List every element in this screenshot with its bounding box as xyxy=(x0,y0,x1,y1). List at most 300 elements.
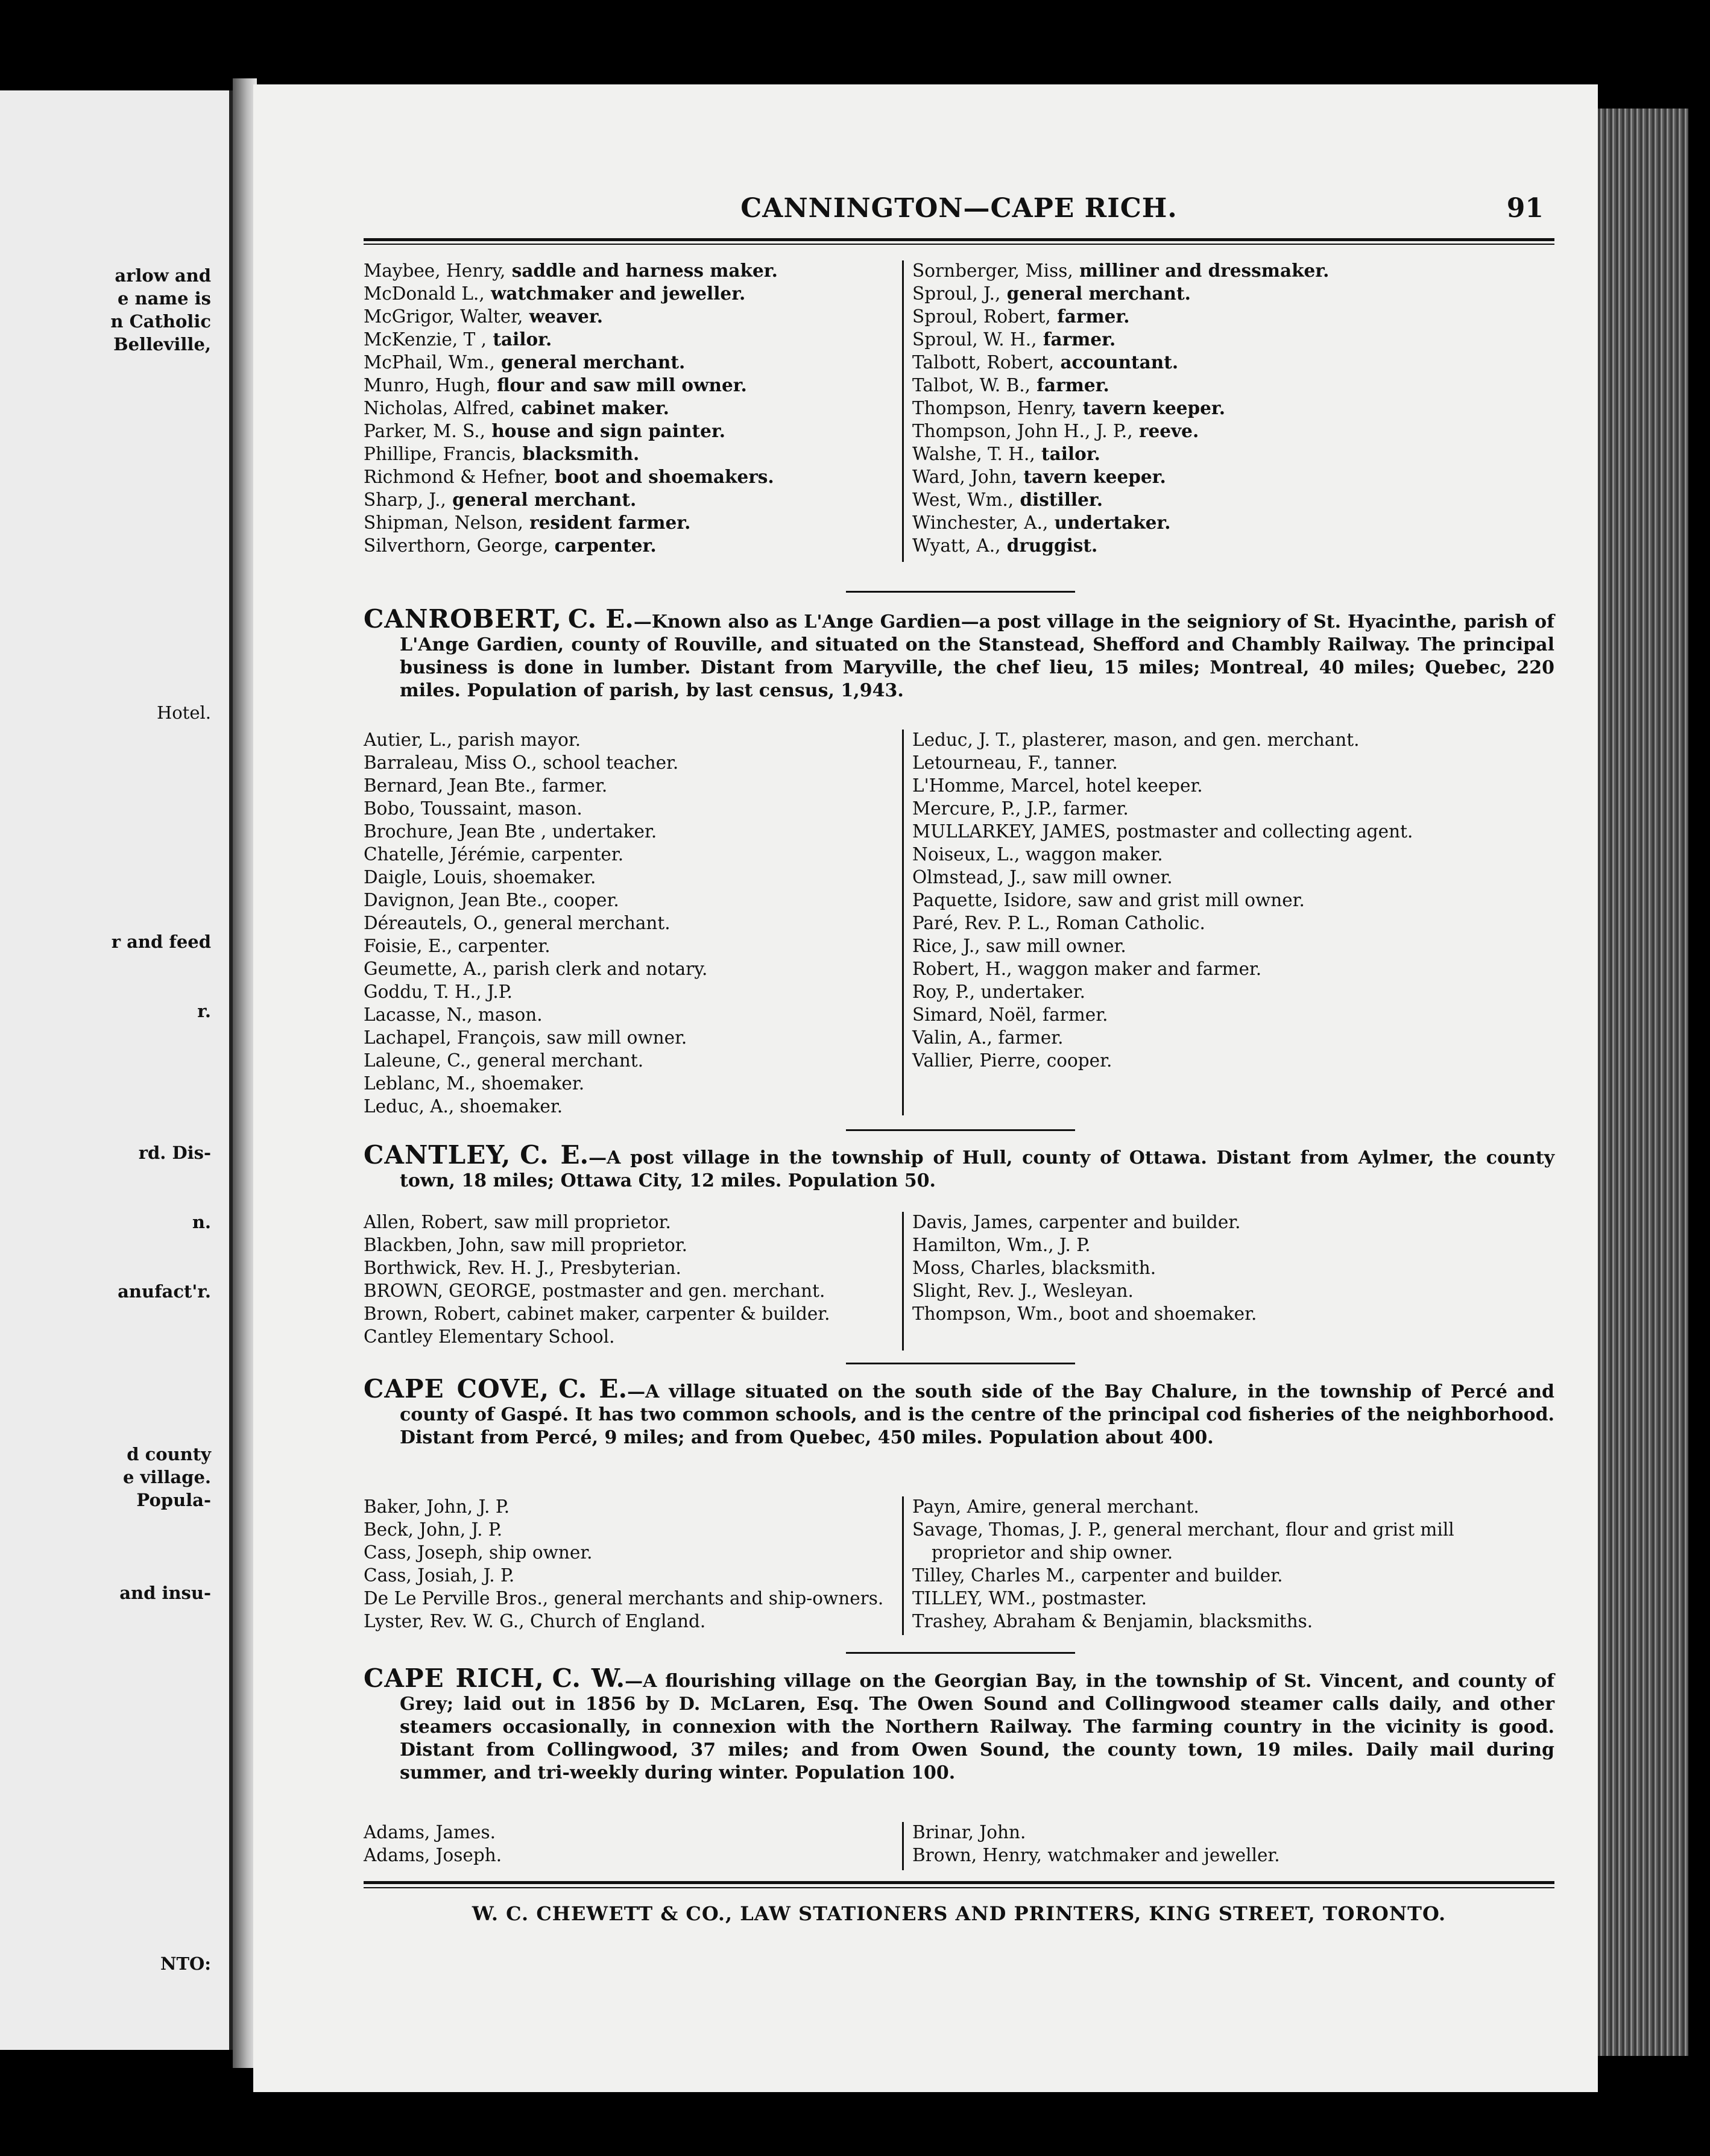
entry-occupation: postmaster. xyxy=(1036,1588,1147,1609)
entry-occupation: shoemaker. xyxy=(487,867,596,887)
entry-name: Shipman, Nelson, xyxy=(364,512,523,533)
directory-entry xyxy=(364,1302,894,1325)
facing-page-fragment: r and feed xyxy=(111,931,211,952)
entry-occupation: house and sign painter. xyxy=(485,420,726,441)
entry-occupation: cabinet maker. xyxy=(514,397,669,418)
entry-occupation: resident farmer. xyxy=(523,512,691,533)
directory-entry xyxy=(912,1256,1551,1279)
entry-occupation: Roman Catholic. xyxy=(1050,913,1205,933)
directory-entry xyxy=(364,1564,894,1587)
entry-name: Munro, Hugh, xyxy=(364,375,491,396)
entry-occupation: parish mayor. xyxy=(452,730,581,750)
entry-occupation: milliner and dressmaker. xyxy=(1073,260,1330,281)
entry-occupation: watchmaker and jeweller. xyxy=(484,283,746,304)
entry-occupation: tailor. xyxy=(1035,443,1100,464)
entry-name: Brown, Robert, xyxy=(364,1303,502,1324)
entry-occupation: tavern keeper. xyxy=(1076,397,1226,418)
directory-entry xyxy=(912,1518,1551,1564)
entry-name: Lyster, Rev. W. G., xyxy=(364,1611,525,1631)
directory-entry xyxy=(364,1821,894,1844)
entry-occupation: shoemaker. xyxy=(476,1073,585,1094)
entry-occupation: postmaster and collecting agent. xyxy=(1111,821,1413,842)
entry-name: Wyatt, A., xyxy=(912,535,1001,556)
entry-occupation: hotel keeper. xyxy=(1080,775,1203,796)
entry-name: Allen, Robert, xyxy=(364,1212,489,1232)
cape-cove-description xyxy=(364,1374,1554,1449)
place-description: —A flourishing village on the Georgian Bay, in the township of St. Vincent, and county of Grey; laid out in 1856 by D. McLaren, Esq. The Owen Sound and Collingwood steamer calls daily, and other steamers occasionally, in connexion with the Northern Railway. The farming country in the vicinity is good. Distant from Collingwood, 37 miles; and from Owen Sound, the county town, 19 miles. Daily mail during summer, and tri-weekly during winter. Population 100. xyxy=(400,1671,1554,1783)
entry-name: TILLEY, WM., xyxy=(912,1588,1036,1609)
directory-entry xyxy=(912,797,1551,820)
directory-entry xyxy=(912,328,1551,351)
directory-entry xyxy=(912,751,1551,774)
entry-name: Noiseux, L., xyxy=(912,844,1020,865)
entry-occupation: watchmaker and jeweller. xyxy=(1041,1845,1280,1865)
province: C. E. xyxy=(567,604,634,634)
place-name: CAPE RICH, xyxy=(364,1663,544,1693)
facing-page-fragment: n. xyxy=(192,1212,211,1232)
entry-occupation: saw mill owner. xyxy=(980,936,1126,956)
entry-occupation: blacksmith. xyxy=(516,443,640,464)
directory-entry xyxy=(364,397,894,420)
entry-name: Lachapel, François, xyxy=(364,1027,541,1048)
directory-entry xyxy=(912,1211,1551,1234)
entry-name: Moss, Charles, xyxy=(912,1258,1046,1278)
entry-occupation: saw mill owner. xyxy=(541,1027,687,1048)
entry-occupation: J. P. xyxy=(478,1565,515,1586)
directory-entry xyxy=(364,957,894,980)
column-divider xyxy=(902,1822,904,1870)
entry-name: Paré, Rev. P. L., xyxy=(912,913,1050,933)
directory-entry xyxy=(364,465,894,488)
entry-name: Cass, Josiah, xyxy=(364,1565,478,1586)
directory-entry xyxy=(364,282,894,305)
entry-occupation: carpenter. xyxy=(525,844,624,865)
entry-occupation: mason. xyxy=(472,1004,543,1025)
listing-column-left xyxy=(364,259,894,557)
entry-name: Davignon, Jean Bte., xyxy=(364,890,548,910)
province: C. E. xyxy=(558,1374,628,1404)
directory-entry xyxy=(364,935,894,957)
entry-occupation: J. P. xyxy=(1053,1235,1091,1255)
directory-entry xyxy=(912,465,1551,488)
entry-occupation: blacksmiths. xyxy=(1193,1611,1313,1631)
entry-name: De Le Perville Bros., xyxy=(364,1588,549,1609)
listing-column-right xyxy=(912,259,1551,557)
directory-entry xyxy=(364,259,894,282)
entry-name: Valin, A., xyxy=(912,1027,992,1048)
directory-entry xyxy=(912,488,1551,511)
cantley-description xyxy=(364,1140,1554,1193)
directory-entry xyxy=(912,1564,1551,1587)
entry-name: Autier, L., xyxy=(364,730,453,750)
section-separator xyxy=(846,1652,1075,1654)
directory-entry xyxy=(364,1256,894,1279)
page-edges xyxy=(1598,109,1688,2056)
directory-entry xyxy=(912,443,1551,465)
entry-occupation: farmer. xyxy=(536,775,608,796)
directory-entry xyxy=(364,728,894,751)
header-rule-thin xyxy=(364,244,1554,245)
directory-entry xyxy=(912,935,1551,957)
directory-entry xyxy=(364,1072,894,1095)
directory-entry xyxy=(364,1587,894,1610)
facing-page-fragment: n Catholic xyxy=(110,311,211,332)
entry-occupation: general merchant. xyxy=(1027,1496,1199,1517)
entry-name: Winchester, A., xyxy=(912,512,1049,533)
directory-entry xyxy=(912,1495,1551,1518)
entry-name: Silverthorn, George, xyxy=(364,535,549,556)
entry-name: Brown, Henry, xyxy=(912,1845,1042,1865)
entry-name: Olmstead, J., xyxy=(912,867,1027,887)
entry-name: Parker, M. S., xyxy=(364,421,486,441)
entry-name: Beck, John, xyxy=(364,1519,466,1540)
entry-name: L'Homme, Marcel, xyxy=(912,775,1081,796)
entry-name: Adams, James. xyxy=(364,1822,496,1842)
entry-name: Maybee, Henry, xyxy=(364,260,506,281)
directory-entry xyxy=(364,1518,894,1541)
place-name: CAPE COVE, xyxy=(364,1374,550,1404)
entry-occupation: tanner. xyxy=(1049,752,1118,773)
entry-name: Thompson, Henry, xyxy=(912,398,1077,418)
entry-name: Sproul, W. H., xyxy=(912,329,1037,350)
entry-occupation: druggist. xyxy=(1000,535,1098,556)
directory-entry xyxy=(912,1587,1551,1610)
entry-occupation: saw mill owner. xyxy=(1026,867,1173,887)
place-description: —A post village in the township of Hull, county of Ottawa. Distant from Aylmer, the county town, 18 miles; Ottawa City, 12 miles. Population 50. xyxy=(400,1147,1554,1191)
directory-entry xyxy=(364,534,894,557)
directory-entry xyxy=(912,1279,1551,1302)
directory-entry xyxy=(364,843,894,866)
directory-entry xyxy=(912,1821,1551,1844)
entry-occupation: saddle and harness maker. xyxy=(505,260,778,281)
province: C. E. xyxy=(520,1140,589,1170)
entry-occupation: J. P. xyxy=(465,1519,503,1540)
entry-name: Ward, John, xyxy=(912,467,1018,487)
entry-occupation: carpenter and builder. xyxy=(1033,1212,1241,1232)
directory-entry xyxy=(912,866,1551,889)
directory-entry xyxy=(364,774,894,797)
entry-name: McPhail, Wm., xyxy=(364,352,495,373)
listing-column-right xyxy=(912,1821,1551,1867)
entry-occupation: saw and grist mill owner. xyxy=(1072,890,1305,910)
entry-occupation: general merchant. xyxy=(471,1050,644,1071)
place-description: —A village situated on the south side of the Bay Chalure, in the township of Percé and county of Gaspé. It has two common schools, and is the centre of the principal cod fisheries of the neighborhood. Distant from Percé, 9 miles; and from Quebec, 450 miles. Population about 400. xyxy=(400,1381,1554,1448)
directory-entry xyxy=(912,1234,1551,1256)
facing-page-fragment: Popula- xyxy=(136,1490,211,1510)
footer-rule xyxy=(364,1881,1554,1884)
entry-name: Vallier, Pierre, xyxy=(912,1050,1041,1071)
entry-name: Tilley, Charles M., xyxy=(912,1565,1076,1586)
entry-occupation: Church of England. xyxy=(524,1611,706,1631)
directory-entry xyxy=(912,305,1551,328)
directory-entry xyxy=(364,488,894,511)
column-divider xyxy=(902,1496,904,1635)
directory-entry xyxy=(912,843,1551,866)
entry-occupation: flour and saw mill owner. xyxy=(490,374,747,396)
directory-entry xyxy=(364,889,894,912)
directory-entry xyxy=(364,420,894,443)
directory-entry xyxy=(364,374,894,397)
entry-name: Bernard, Jean Bte., xyxy=(364,775,537,796)
directory-entry xyxy=(364,1279,894,1302)
entry-occupation: general merchant. xyxy=(446,489,637,510)
directory-entry xyxy=(364,820,894,843)
directory-entry xyxy=(364,751,894,774)
directory-entry xyxy=(912,374,1551,397)
entry-name: Talbott, Robert, xyxy=(912,352,1055,373)
directory-entry xyxy=(912,774,1551,797)
entry-occupation: accountant. xyxy=(1054,351,1179,373)
directory-entry xyxy=(364,912,894,935)
section-separator xyxy=(846,1363,1075,1364)
entry-name: Sornberger, Miss, xyxy=(912,260,1073,281)
entry-name: Robert, H., xyxy=(912,959,1012,979)
place-description: —Known also as L'Ange Gardien—a post village in the seigniory of St. Hyacinthe, parish of L'Ange Gardien, county of Rouville, and situated on the Stanstead, Shefford and Chambly Railway. The principal business is done in lumber. Distant from Maryville, the chef lieu, 15 miles; Montreal, 40 miles; Quebec, 220 miles. Population of parish, by last census, 1,943. xyxy=(400,611,1554,701)
printer-imprint: W. C. CHEWETT & CO., LAW STATIONERS AND PRINTERS, KING STREET, TORONTO. xyxy=(472,1902,1447,1925)
listing-column-left xyxy=(364,1821,894,1867)
entry-occupation: cabinet maker, carpenter & builder. xyxy=(501,1303,830,1324)
entry-name: MULLARKEY, JAMES, xyxy=(912,821,1111,842)
directory-entry xyxy=(912,1844,1551,1867)
directory-entry xyxy=(912,1610,1551,1633)
listing-column-right xyxy=(912,728,1551,1072)
entry-name: Leduc, A., xyxy=(364,1096,455,1117)
entry-name: Savage, Thomas, J. P., xyxy=(912,1519,1108,1540)
entry-name: Rice, J., xyxy=(912,936,980,956)
page-number: 91 xyxy=(1506,193,1544,224)
canrobert-description xyxy=(364,604,1554,702)
entry-occupation: parish clerk and notary. xyxy=(487,959,708,979)
entry-occupation: undertaker. xyxy=(975,982,1085,1002)
directory-page xyxy=(253,84,1598,2092)
entry-name: Chatelle, Jérémie, xyxy=(364,844,526,865)
province: C. W. xyxy=(552,1663,625,1693)
cape-rich-description xyxy=(364,1663,1554,1785)
facing-page-fragment: NTO: xyxy=(160,1953,211,1974)
entry-name: Richmond & Hefner, xyxy=(364,467,549,487)
directory-entry xyxy=(364,351,894,374)
entry-name: Mercure, P., J.P., xyxy=(912,798,1058,819)
column-divider xyxy=(902,1212,904,1351)
entry-occupation: Wesleyan. xyxy=(1037,1281,1134,1301)
entry-name: Goddu, T. H., xyxy=(364,982,482,1002)
directory-entry xyxy=(364,305,894,328)
entry-name: Phillipe, Francis, xyxy=(364,444,517,464)
listing-column-left xyxy=(364,728,894,1118)
header-rule xyxy=(364,238,1554,241)
entry-name: McGrigor, Walter, xyxy=(364,306,523,327)
directory-entry xyxy=(912,351,1551,374)
entry-occupation: blacksmith. xyxy=(1046,1258,1156,1278)
directory-entry xyxy=(364,1610,894,1633)
facing-page-fragment: and insu- xyxy=(119,1583,211,1603)
directory-entry xyxy=(364,1844,894,1867)
entry-occupation: farmer. xyxy=(1036,1004,1108,1025)
entry-occupation: shoemaker. xyxy=(454,1096,563,1117)
facing-page-fragment: Hotel. xyxy=(156,702,211,723)
entry-occupation: J.P. xyxy=(481,982,513,1002)
directory-entry xyxy=(364,1541,894,1564)
entry-name: Borthwick, Rev. H. J., xyxy=(364,1258,555,1278)
entry-name: West, Wm., xyxy=(912,490,1014,510)
directory-entry xyxy=(364,511,894,534)
entry-name: Geumette, A., xyxy=(364,959,488,979)
facing-page-fragment: rd. Dis- xyxy=(138,1143,211,1163)
section-separator xyxy=(846,591,1075,593)
entry-occupation: general merchant. xyxy=(1000,283,1191,304)
entry-name: McKenzie, T , xyxy=(364,329,487,350)
directory-entry xyxy=(364,328,894,351)
entry-name: Hamilton, Wm., xyxy=(912,1235,1054,1255)
directory-entry xyxy=(912,1026,1551,1049)
entry-occupation: J. P. xyxy=(473,1496,510,1517)
entry-occupation: mason. xyxy=(512,798,582,819)
entry-name: Brinar, John. xyxy=(912,1822,1026,1842)
listing-column-left xyxy=(364,1495,894,1633)
entry-name: Sharp, J., xyxy=(364,490,446,510)
directory-entry xyxy=(912,534,1551,557)
directory-entry xyxy=(364,797,894,820)
directory-entry xyxy=(364,1234,894,1256)
entry-occupation: reeve. xyxy=(1132,420,1199,441)
directory-entry xyxy=(912,1049,1551,1072)
entry-occupation: ship owner. xyxy=(483,1542,593,1563)
facing-page-fragment: d county xyxy=(127,1444,211,1464)
facing-page-fragment: r. xyxy=(197,1001,211,1021)
directory-entry xyxy=(364,980,894,1003)
section-separator xyxy=(846,1129,1075,1131)
entry-name: Talbot, W. B., xyxy=(912,375,1031,396)
entry-name: Brochure, Jean Bte , xyxy=(364,821,547,842)
directory-entry xyxy=(912,1302,1551,1325)
entry-occupation: general merchant. xyxy=(498,913,670,933)
running-header xyxy=(364,193,1554,241)
entry-name: Cantley Elementary School. xyxy=(364,1326,615,1347)
entry-occupation: Presbyterian. xyxy=(554,1258,681,1278)
entry-name: Nicholas, Alfred, xyxy=(364,398,515,418)
directory-entry xyxy=(912,980,1551,1003)
entry-occupation: general merchant, flour and grist mill proprietor and ship owner. xyxy=(932,1519,1454,1563)
directory-entry xyxy=(912,259,1551,282)
entry-name: Thompson, Wm., xyxy=(912,1303,1064,1324)
directory-entry xyxy=(912,1003,1551,1026)
directory-entry xyxy=(364,443,894,465)
entry-occupation: farmer. xyxy=(992,1027,1064,1048)
facing-page-fragment: e village. xyxy=(122,1467,211,1487)
entry-name: Slight, Rev. J., xyxy=(912,1281,1038,1301)
page-title: CANNINGTON—CAPE RICH. xyxy=(740,193,1178,224)
directory-entry xyxy=(912,889,1551,912)
entry-name: Daigle, Louis, xyxy=(364,867,488,887)
facing-page-fragment: arlow and xyxy=(115,265,211,286)
entry-occupation: undertaker. xyxy=(1048,512,1171,533)
entry-occupation: postmaster and gen. merchant. xyxy=(537,1281,825,1301)
entry-name: Baker, John, xyxy=(364,1496,473,1517)
entry-occupation: boot and shoemaker. xyxy=(1064,1303,1257,1324)
entry-occupation: farmer. xyxy=(1030,374,1109,396)
entry-name: Leduc, J. T., xyxy=(912,730,1017,750)
directory-entry xyxy=(912,957,1551,980)
entry-name: Barraleau, Miss O., xyxy=(364,752,537,773)
entry-occupation: tailor. xyxy=(487,329,552,350)
entry-occupation: general merchants and ship-owners. xyxy=(548,1588,884,1609)
entry-occupation: cooper. xyxy=(547,890,619,910)
directory-entry xyxy=(912,820,1551,843)
entry-occupation: farmer. xyxy=(1036,329,1116,350)
entry-occupation: school teacher. xyxy=(537,752,679,773)
entry-name: Lacasse, N., xyxy=(364,1004,473,1025)
entry-name: McDonald L., xyxy=(364,283,485,304)
entry-occupation: saw mill proprietor. xyxy=(488,1212,671,1232)
directory-entry xyxy=(912,511,1551,534)
entry-name: Walshe, T. H., xyxy=(912,444,1035,464)
directory-entry xyxy=(912,728,1551,751)
directory-entry xyxy=(364,1495,894,1518)
listing-column-right xyxy=(912,1211,1551,1325)
entry-name: Davis, James, xyxy=(912,1212,1033,1232)
entry-occupation: weaver. xyxy=(523,306,603,327)
directory-entry xyxy=(912,420,1551,443)
facing-page-fragment: e name is xyxy=(118,288,211,309)
entry-occupation: plasterer, mason, and gen. merchant. xyxy=(1016,730,1360,750)
entry-occupation: waggon maker. xyxy=(1020,844,1163,865)
directory-entry xyxy=(364,1095,894,1118)
entry-occupation: farmer. xyxy=(1050,306,1130,327)
entry-name: Déreautels, O., xyxy=(364,913,499,933)
entry-name: Foisie, E., xyxy=(364,936,453,956)
entry-occupation: tavern keeper. xyxy=(1017,466,1166,487)
entry-occupation: boot and shoemakers. xyxy=(548,466,774,487)
entry-name: Thompson, John H., J. P., xyxy=(912,421,1133,441)
entry-name: Paquette, Isidore, xyxy=(912,890,1073,910)
listing-column-left xyxy=(364,1211,894,1348)
directory-entry xyxy=(364,1026,894,1049)
column-divider xyxy=(902,730,904,1115)
entry-occupation: farmer. xyxy=(1058,798,1129,819)
entry-name: Roy, P., xyxy=(912,982,976,1002)
column-divider xyxy=(902,260,904,562)
entry-name: Bobo, Toussaint, xyxy=(364,798,513,819)
directory-entry xyxy=(364,1211,894,1234)
entry-name: Sproul, J., xyxy=(912,283,1001,304)
place-name: CANROBERT, xyxy=(364,604,562,634)
entry-occupation: general merchant. xyxy=(494,351,686,373)
directory-entry xyxy=(912,282,1551,305)
directory-entry xyxy=(364,866,894,889)
facing-page-fragment: Belleville, xyxy=(113,334,211,355)
entry-name: Laleune, C., xyxy=(364,1050,472,1071)
entry-occupation: carpenter and builder. xyxy=(1075,1565,1283,1586)
entry-name: Blackben, John, xyxy=(364,1235,505,1255)
place-name: CANTLEY, xyxy=(364,1140,511,1170)
entry-name: Letourneau, F., xyxy=(912,752,1049,773)
directory-entry xyxy=(912,912,1551,935)
directory-entry xyxy=(364,1049,894,1072)
directory-entry xyxy=(912,397,1551,420)
entry-name: Payn, Amire, xyxy=(912,1496,1027,1517)
entry-occupation: waggon maker and farmer. xyxy=(1012,959,1262,979)
entry-occupation: carpenter. xyxy=(548,535,657,556)
entry-occupation: carpenter. xyxy=(452,936,551,956)
entry-name: Sproul, Robert, xyxy=(912,306,1051,327)
facing-page-fragment: anufact'r. xyxy=(118,1281,211,1302)
entry-name: Adams, Joseph. xyxy=(364,1845,502,1865)
entry-name: Cass, Joseph, xyxy=(364,1542,484,1563)
entry-occupation: cooper. xyxy=(1041,1050,1112,1071)
directory-entry xyxy=(364,1003,894,1026)
entry-name: Trashey, Abraham & Benjamin, xyxy=(912,1611,1194,1631)
entry-name: BROWN, GEORGE, xyxy=(364,1281,537,1301)
